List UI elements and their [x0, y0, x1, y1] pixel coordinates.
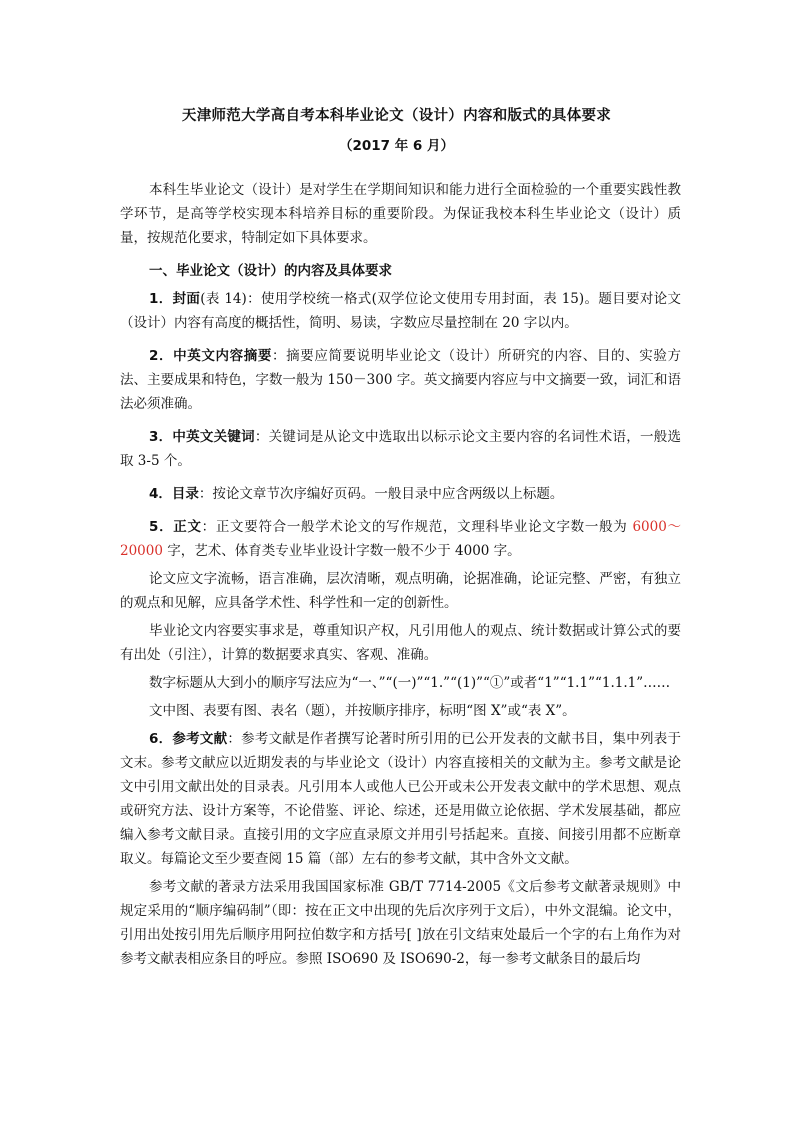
figures-paragraph: 文中图、表要有图、表名（题），并按顺序排序，标明“图 X”或“表 X”。: [149, 703, 576, 719]
item-toc: [120, 482, 681, 506]
item-label: 4．目录: [149, 486, 199, 502]
references-format-paragraph: 参考文献的著录方法采用我国国家标准 GB/T 7714-2005《文后参考文献著录规则》中规定采用的“顺序编码制”（即：按在正文中出现的先后次序列于文后），中外文混编。论文中，引用出处按引用先后顺序用阿拉伯数字和方括号[ ]放在引文结束处最后一个字的右上角作为对参考文献表相应条目的呼应。参照 ISO690 及 ISO690-2，每一参考文献条目的最后均: [120, 879, 681, 967]
word-count-highlight: 6000～20000: [120, 519, 681, 559]
style-paragraph: 论文应文字流畅，语言准确，层次清晰，观点明确，论据准确，论证完整、严密，有独立的观点和见解，应具备学术性、科学性和一定的创新性。: [120, 571, 681, 611]
item-text: (表 14)：使用学校统一格式(双学位论文使用专用封面，表 15)。题目要对论文（设计）内容有高度的概括性，简明、易读，字数应尽量控制在 20 字以内。: [120, 291, 681, 331]
item-text: ：按论文章节次序编好页码。一般目录中应含两级以上标题。: [198, 486, 564, 502]
item-references: [120, 727, 681, 871]
item-text: ：正文要符合一般学术论文的写作规范，文理科毕业论文字数一般为: [201, 519, 633, 535]
intro-paragraph: 本科生毕业论文（设计）是对学生在学期间知识和能力进行全面检验的一个重要实践性教学环节，是高等学校实现本科培养目标的重要阶段。为保证我校本科生毕业论文（设计）质量，按规范化要求，特制定如下具体要求。: [120, 182, 681, 246]
item-label: 5．正文: [149, 519, 202, 535]
item-label: 1．封面: [149, 291, 201, 307]
numbering-paragraph: 数字标题从大到小的顺序写法应为“一、”“(一)”“1.”“(1)”“①”或者“1”“1.1”“1.1.1”……: [149, 675, 671, 691]
item-abstract: [120, 344, 681, 416]
item-label: 6．参考文献: [149, 731, 228, 747]
item-keywords: [120, 425, 681, 473]
item-cover: [120, 287, 681, 335]
section-heading: 一、毕业论文（设计）的内容及具体要求: [149, 263, 392, 279]
item-text: ：参考文献是作者撰写论著时所引用的已公开发表的文献书目，集中列表于文末。参考文献应以近期发表的与毕业论文（设计）内容直接相关的文献为主。参考文献是论文中引用文献出处的目录表。凡引用本人或他人已公开或未公开发表文献中的学术思想、观点或研究方法、设计方案等，不论借鉴、评论、综述，还是用做立论依据、学术发展基础，都应编入参考文献目录。直接引用的文字应直录原文并用引号括起来。直接、间接引用都不应断章取义。每篇论文至少要查阅 15 篇（部）左右的参考文献，其中含外文文献。: [120, 731, 681, 867]
document-body: [120, 178, 681, 980]
item-text: ：摘要应简要说明毕业论文（设计）所研究的内容、目的、实验方法、主要成果和特色，字数一般为 150－300 字。英文摘要内容应与中文摘要一致，词汇和语法必须准确。: [120, 348, 681, 412]
document-title: 天津师范大学高自考本科毕业论文（设计）内容和版式的具体要求: [181, 108, 612, 124]
item-body: [120, 515, 681, 563]
item-text: 字，艺术、体育类专业毕业设计字数一般不少于 4000 字。: [162, 543, 521, 559]
item-label: 2．中英文内容摘要: [149, 348, 273, 364]
item-label: 3．中英文关键词: [149, 429, 255, 445]
document-date: （2017 年 6 月）: [338, 138, 455, 154]
item-text: ：关键词是从论文中选取出以标示论文主要内容的名词性术语，一般选取 3-5 个。: [120, 429, 681, 469]
facts-paragraph: 毕业论文内容要实事求是，尊重知识产权，凡引用他人的观点、统计数据或计算公式的要有出处（引注），计算的数据要求真实、客观、准确。: [120, 623, 681, 663]
